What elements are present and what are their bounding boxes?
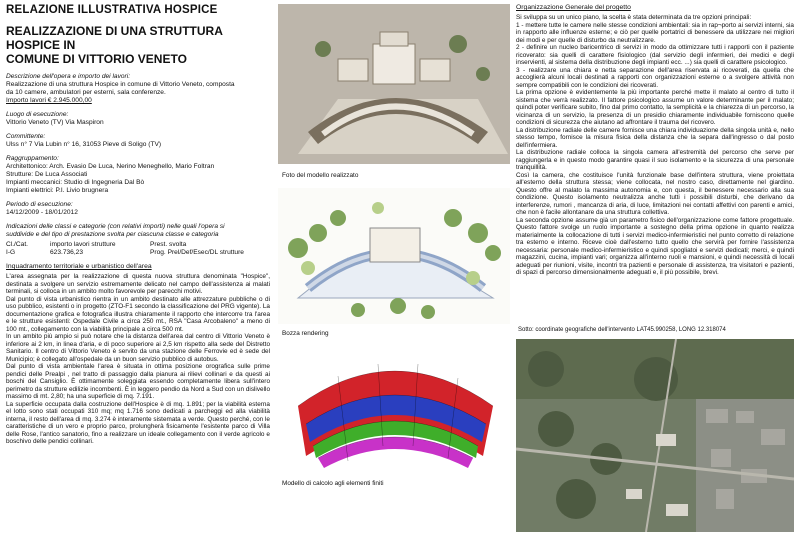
table-header-cell: Prest. svolta [150, 241, 187, 248]
client-block [6, 133, 270, 149]
team-block [6, 155, 270, 195]
description-line-2: da 10 camere, ambulatori per esterni, sala conferenze. [6, 89, 166, 96]
table-cell: I-G [6, 249, 16, 256]
paragraph: Si sviluppa su un unico piano, la scelta è stata determinata da tre opzioni principali: [516, 14, 752, 21]
paragraph: Così la camera, che costituisce l'unità funzionale base dell'intera struttura, viene proiettata all'esterno della struttura stessa; viene collocata, nel nostro caso, direttamente nel giardino. Questo offre al malato la massima autonomia e, con questa, il benessere necessario alla sua condizione. Questo isolamento neutralizza anche tutti i possibili disturbi, che derivano da interferenze, rumori , mancanza di aria, di luce, limitazioni nei contatti affettivi con parenti e amici, che non è facile allontanare da una struttura collettiva. [516, 171, 794, 216]
client-label: Committente: [6, 133, 46, 140]
team-line-1: Architettonico: Arch. Evasio De Luca, Nerino Meneghello, Mario Foltran [6, 163, 215, 170]
description-label: Descrizione dell'opera e importo dei lavori: [6, 73, 131, 80]
rendering-sketch [278, 188, 510, 324]
paragraph: Dal punto di vista ambientale l'area è situata in ottima posizione orografica sulle prime pendici delle Prealpi , nel tratto di passaggio dalla pianura ai rilievi collinari e da questi ai boschi del Cansiglio. È ottimamente soleggiata essendo completamente libera sull'intero perimetro da strutture edilizie incombenti. È in leggero pendio da Nord a Sud con un dislivello massimo di mt. 2,80; ha una superficie di mq. 7.191. [6, 363, 270, 400]
coordinates-caption: Sotto: coordinate geografiche dell'intervento LAT45.990258, LONG 12.318074 [518, 327, 726, 333]
table-header-cell: Cl./Cat. [6, 241, 28, 248]
paragraph: La distribuzione radiale delle camere fornisce una chiara individuazione della singola unità e, nello stesso tempo, fornisce la misura fisica della distanza che la separa dall'ingresso o dal posto dell'infermiera. [516, 126, 794, 149]
client-value: Ulss n° 7 Via Lubin n° 16, 31053 Pieve di Soligo (TV) [6, 141, 162, 148]
team-label: Raggruppamento: [6, 155, 59, 162]
document-header: RELAZIONE ILLUSTRATIVA HOSPICE [6, 4, 218, 16]
project-title-line-2: COMUNE DI VITTORIO VENETO [6, 52, 187, 66]
location-value: Vittorio Veneto (TV) Via Maspiron [6, 119, 104, 126]
team-line-4: Impianti elettrici: P.I. Livio brugnera [6, 187, 109, 194]
project-title [6, 24, 270, 66]
period-value: 14/12/2009 - 18/01/2012 [6, 209, 78, 216]
aerial-photo [516, 339, 794, 532]
paragraph: La distribuzione radiale colloca la singola camera all'estremità del percorso che serve per raggiungerla e in questo modo garantire quasi il suo isolamento e la sicurezza di una personale tranquillità. [516, 149, 794, 171]
organization-text [516, 14, 794, 277]
categories-line-1: Indicazioni delle classi e categorie (con relativi importi) nelle quali l'opera si [6, 223, 225, 230]
caption-model-photo: Foto del modello realizzato [282, 172, 359, 179]
fem-model [278, 346, 510, 472]
paragraph: La prima opzione è evidentemente la più importante perché mette il malato al centro di tutto il sistema che verrà realizzato. Il fattore psicologico assume un valore determinante per il malato; quindi poter verificare subito, fino dal primo contatto, la semplicità e la chiarezza di un percorso, la vicinanza di un servizio, la presenza di un presidio chiaramente individuabile forniscono quelle condizioni di sicurezza che aiutano ad affrontare il trauma del ricovero. [516, 89, 794, 126]
project-title-line-1: REALIZZAZIONE DI UNA STRUTTURA HOSPICE IN [6, 24, 223, 52]
table-row [6, 249, 270, 257]
caption-fem-model: Modello di calcolo agli elementi finiti [282, 480, 384, 487]
model-photo [278, 4, 510, 164]
caption-rendering: Bozza rendering [282, 330, 329, 337]
amount-line: Importo lavori € 2.945.000,00 [6, 97, 92, 104]
location-label: Luogo di esecuzione: [6, 111, 69, 118]
table-cell: Prog. Prel/Def/Esec/DL strutture [150, 249, 244, 256]
period-label: Periodo di esecuzione: [6, 201, 73, 208]
description-block [6, 73, 270, 105]
description-line-1: Realizzazione di una struttura Hospice in comune di Vittorio Veneto, composta [6, 81, 235, 88]
paragraph: L'area assegnata per la realizzazione di questa nuova struttura denominata "Hospice", destinata a svolgere un servizio estremamente delicato nel campo dell'assistenza ai malati terminali, si colloca in un ambito molto favorevole per parecchi motivi. [6, 273, 270, 295]
team-line-2: Strutture: De Luca Associati [6, 171, 88, 178]
period-block [6, 201, 270, 217]
paragraph: La superficie occupata dalla costruzione dell'Hospice è di mq. 1.891; per la viabilità esterna el lotto sono stati occupati 310 mq; mq 1.716 sono dedicati a parcheggi ed alla viabilità interna, il resto dell'area di mq. 3.274 è interamente sistemata a verde. Questo perché, con le caratteristiche di un vero e proprio parco, prolungherà fisicamente l'esistente parco di Villa delle Rose, l'antico sanatorio, fino a realizzare un ideale collegamento con il verde agricolo e boschivo delle pendici collinari. [6, 400, 270, 445]
categories-line-2: suddivide e del tipo di prestazione svolta per ciascuna classe e categoria [6, 231, 219, 238]
paragraph: La seconda opzione assume già un parametro fisico dell'organizzazione come fattore progettuale. Questo fattore svolge un ruolo importante a sostegno della prima opzione in quanto realizza materialmente la collocazione di tutti i servizi medico-infermieristici nel punto corretto di relazione tra esterno e interno. Riceve cioè dall'esterno tutto quello che servirà per fornire l'assistenza necessaria: personale medico-infermieristico e quindi spogliatoi e servizi dedicati; merci, e quindi magazzini, cucina, impianti vari; organizza all'interno ruoli e mansioni, e quindi necessità di locali adeguati per riunioni, visite, incontri tra pazienti e personale di assistenza, tra visitatori e pazienti, di spazi di percorso dimensionalmente adeguati e, il più possibile, brevi. [516, 216, 794, 276]
paragraph: Dal punto di vista urbanistico rientra in un ambito destinato alle attrezzature pubbliche o di uso pubblico, esistenti o in progetto (ZTO-F1 secondo la classificazione del PRG vigente). La documentazione grafica e fotografica illustra chiaramente il rapporto che intercorre tra l'area e le strutture esistenti: Ospedale Civile a circa 250 mt., RSA "Casa Arcobaleno" a meno di 100 mt., collegamento con la viabilità principale a circa 500 mt. [6, 295, 270, 333]
team-line-3: Impianti meccanici: Studio di Ingegneria Dal Bò [6, 179, 145, 186]
paragraph: In un ambito più ampio si può notare che la distanza dell'area dal centro di Vittorio Veneto è inferiore ai 2 km, in linea d'aria, e di poco superiore ai 2,5 km rispetto alla sede del Distretto Sanitario. Il centro di Vittorio Veneto è servito da una stazione delle Ferrovie ed è sede del Municipio; è collegato all'ospedale da un buon servizio pubblico di autobus. [6, 333, 270, 363]
left-column [6, 4, 270, 532]
table-cell: 623.736,23 [50, 249, 84, 256]
right-column [516, 4, 794, 532]
paragraph: 3 - realizzare una chiara e netta separazione dell'area riservata ai ricoverati, da quella che accoglierà alcuni locali destinati a rapporti con organizzazioni esterne o a svolgere attività non sempre compatibili con le condizioni dei ricoverati. [516, 66, 794, 89]
territory-text [6, 273, 270, 446]
images-column [278, 4, 510, 532]
section-title-organization: Organizzazione Generale del progetto [516, 4, 631, 11]
section-title-territory: Inquadramento territoriale e urbanistico dell'area [6, 263, 152, 270]
paragraph: 2 - definire un nucleo baricentrico di servizi in modo da ottimizzare tutti i rapporti con il paziente ricoverato: sia quelli di carattere fisiologico (dal servizio degli infermieri, dei medici e degli inservienti, al sistema della distribuzione degli impianti ecc. ...) sia quelli di carattere psicologico. [516, 44, 794, 66]
categories-block [6, 223, 270, 239]
location-block [6, 111, 270, 127]
categories-table-header [6, 241, 270, 249]
paragraph: 1 - mettere tutte le camere nelle stesse condizioni ambientali: sia in rap¬porto ai servizi interni, sia in rapporto alle influenze esterne; e ciò per quelle portatrici di benessere da utilizzare nei migliori dei modi e per quelle di disturbo da neutralizzare. [516, 21, 794, 44]
table-header-cell: importo lavori strutture [50, 241, 116, 248]
